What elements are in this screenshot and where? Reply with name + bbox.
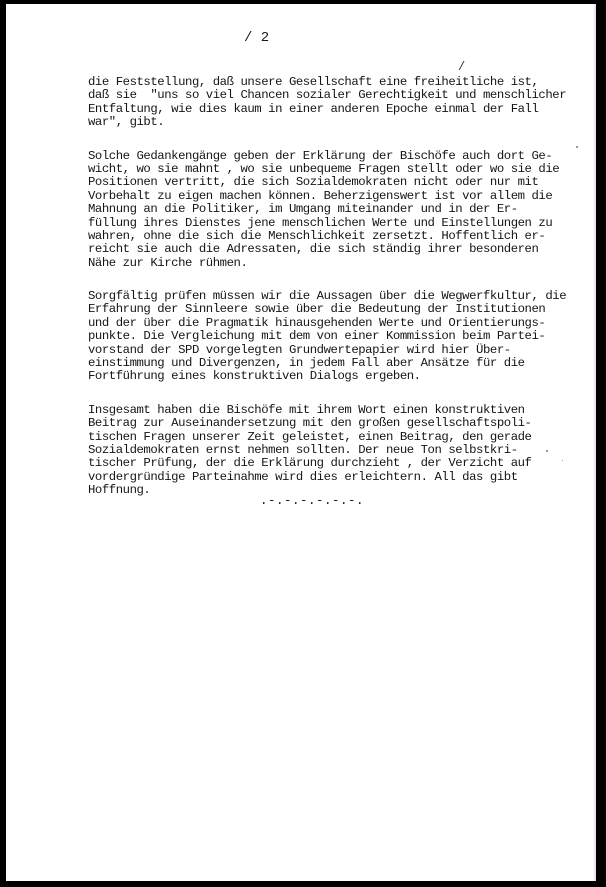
closing-mark: .-.-.-.-.-.-. xyxy=(260,494,365,508)
text-line: Entfaltung, wie dies kaum in einer anderen Epoche einmal der Fall xyxy=(88,101,539,116)
text-line: Beitrag zur Auseinandersetzung mit den großen gesellschaftspoli- xyxy=(88,416,532,431)
text-line: Sorgfältig prüfen müssen wir die Aussagen über die Wegwerfkultur, die xyxy=(88,289,567,304)
document-body xyxy=(88,76,596,518)
text-line: Insgesamt haben die Bischöfe mit ihrem Wort einen konstruktiven xyxy=(88,402,525,417)
scan-speck xyxy=(576,146,578,148)
text-line: vorstand der SPD vorgelegten Grundwertepapier wird hier Über- xyxy=(88,342,511,357)
document-page xyxy=(6,4,596,881)
text-line: Sozialdemokraten ernst nehmen sollten. Der neue Ton selbstkri- xyxy=(88,442,518,457)
text-line: wicht, wo sie mahnt , wo sie unbequeme Fragen stellt oder wo sie die xyxy=(88,161,560,176)
text-line: Vorbehalt zu eigen machen können. Beherzigenswert ist vor allem die xyxy=(88,188,553,203)
text-line: vordergründige Parteinahme wird dies erleichtern. All das gibt xyxy=(88,469,518,484)
paragraph xyxy=(88,76,596,130)
text-line: einstimmung und Divergenzen, in jedem Fall aber Ansätze für die xyxy=(88,356,525,371)
text-line: punkte. Die Vergleichung mit dem von einer Kommission beim Partei- xyxy=(88,329,546,344)
text-line: füllung ihres Dienstes jene menschlichen Werte und Einstellungen zu xyxy=(88,215,553,230)
scan-edge xyxy=(593,4,596,881)
text-line: und der über die Pragmatik hinausgehenden Werte und Orientierungs- xyxy=(88,315,546,330)
text-line: die Feststellung, daß unsere Gesellschaft eine freiheitliche ist, xyxy=(88,75,539,89)
page-number: / 2 xyxy=(244,30,270,46)
text-line: daß sie "uns so viel Chancen sozialer Gerechtigkeit und menschlicher xyxy=(88,88,567,103)
text-line: tischen Fragen unserer Zeit geleistet, einen Beitrag, den gerade xyxy=(88,429,532,444)
text-line: reicht sie auch die Adressaten, die sich ständig ihrer besonderen xyxy=(88,242,539,257)
text-line: tischer Prüfung, der die Erklärung durchzieht , der Verzicht auf xyxy=(88,456,532,471)
text-line: Mahnung an die Politiker, im Umgang miteinander und in der Er- xyxy=(88,202,518,217)
text-line: Positionen vertritt, die sich Sozialdemokraten nicht oder nur mit xyxy=(88,175,539,190)
paragraph xyxy=(88,150,596,271)
text-line: war", gibt. xyxy=(88,115,165,130)
paragraph xyxy=(88,404,596,498)
scan-speck xyxy=(562,460,563,461)
text-line: Solche Gedankengänge geben der Erklärung der Bischöfe auch dort Ge- xyxy=(88,148,553,163)
scan-speck xyxy=(546,450,548,452)
margin-mark: / xyxy=(458,60,466,74)
text-line: wahren, ohne die sich die Menschlichkeit zersetzt. Hoffentlich er- xyxy=(88,228,546,243)
text-line: Hoffnung. xyxy=(88,483,151,498)
text-line: Nähe zur Kirche rühmen. xyxy=(88,255,248,270)
text-line: Erfahrung der Sinnleere sowie über die Bedeutung der Institutionen xyxy=(88,302,546,317)
paragraph xyxy=(88,290,596,384)
text-line: Fortführung eines konstruktiven Dialogs ergeben. xyxy=(88,369,421,384)
